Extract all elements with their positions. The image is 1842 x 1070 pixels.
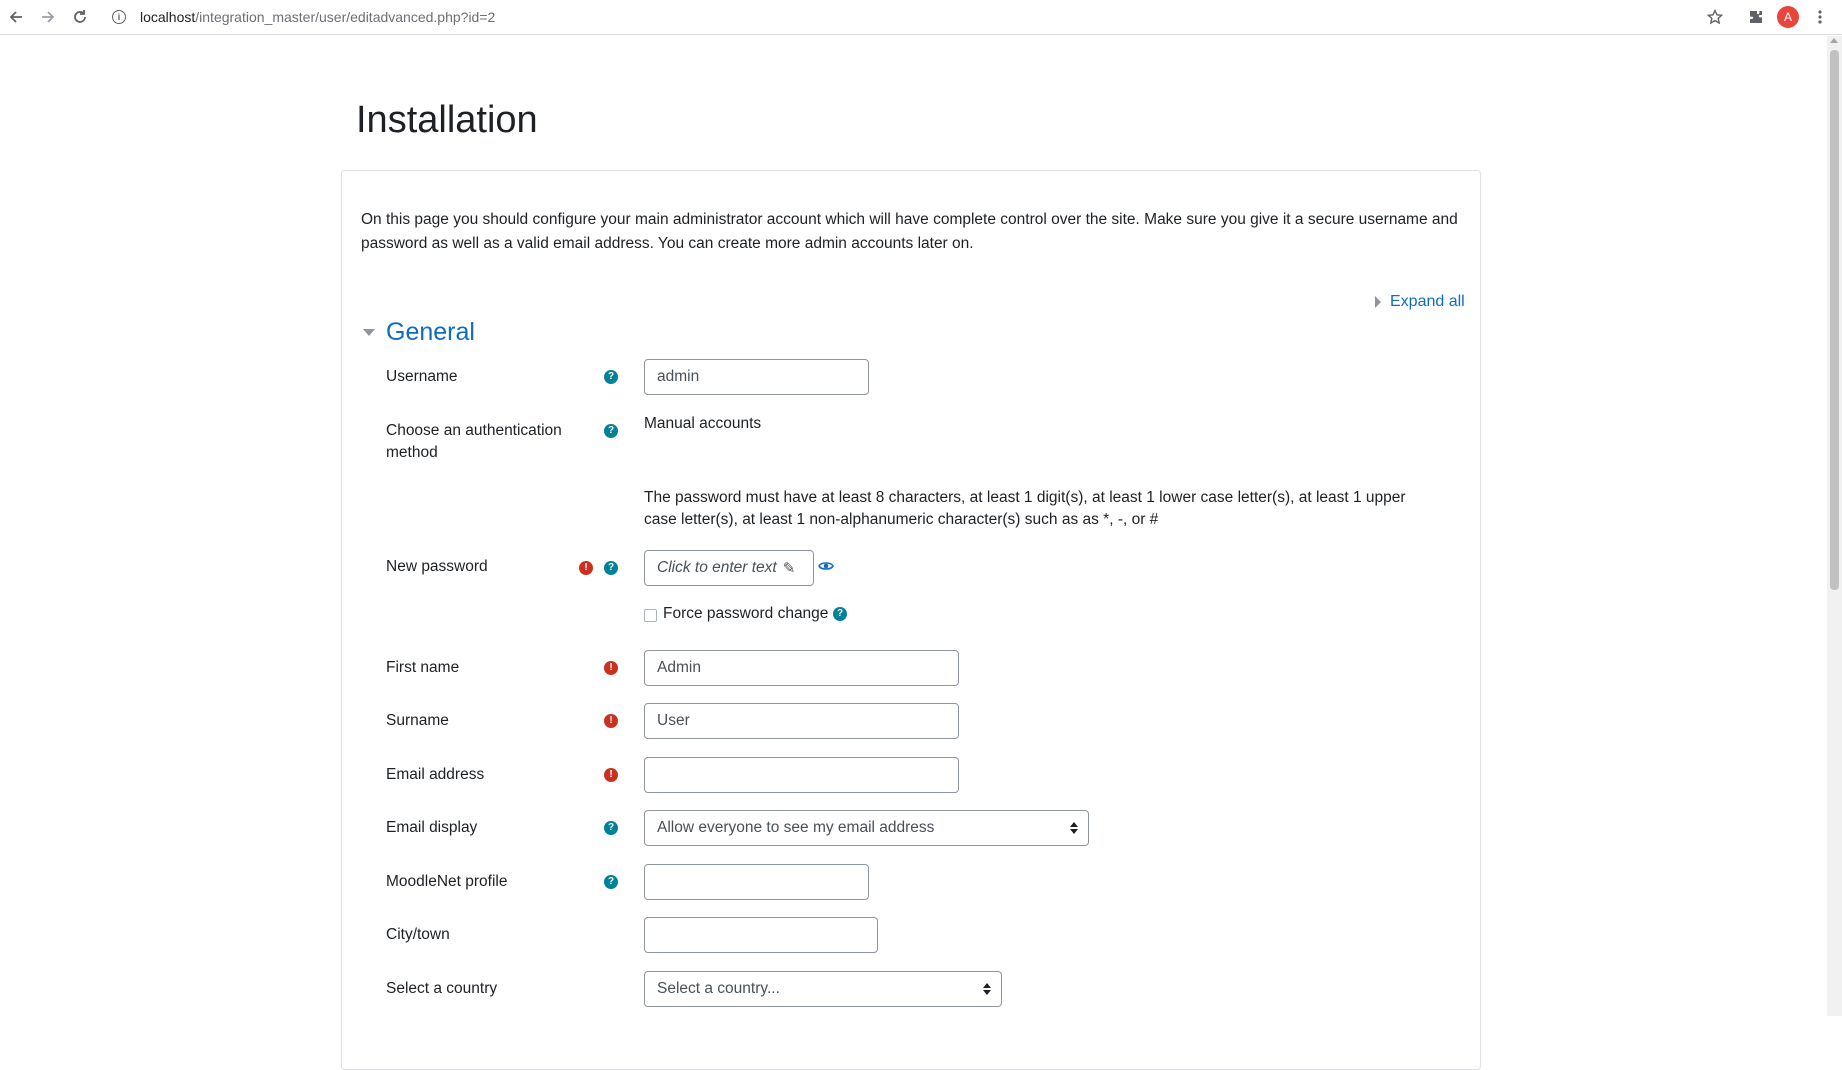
auth-method-label: Choose an authentication method (386, 422, 562, 461)
url-text: localhost/integration_master/user/editadvanced.php?id=2 (140, 9, 496, 25)
reload-icon[interactable] (68, 5, 92, 29)
page-title: Installation (356, 99, 538, 141)
help-icon[interactable]: ? (604, 370, 618, 384)
surname-input[interactable] (644, 703, 959, 739)
surname-label: Surname (386, 712, 449, 729)
expand-all-link[interactable]: Expand all (1375, 293, 1465, 311)
general-section-title: General (386, 318, 475, 346)
city-input[interactable] (644, 917, 878, 953)
username-input[interactable] (644, 359, 869, 395)
caret-down-icon (363, 329, 375, 336)
email-input[interactable] (644, 757, 959, 793)
select-arrows-icon (983, 983, 991, 995)
forward-arrow-icon[interactable] (36, 5, 60, 29)
email-display-label: Email display (386, 819, 478, 836)
required-icon: ! (579, 561, 593, 575)
bookmark-star-icon[interactable] (1703, 5, 1727, 29)
force-password-change-label: Force password change (663, 605, 829, 622)
city-label: City/town (386, 926, 450, 943)
address-bar[interactable] (104, 3, 1714, 31)
intro-text: On this page you should configure your main administrator account which will have complete control over the site. Make sure you give it a secure username and password as well as a valid email address. You can create more admin accounts later on. (361, 211, 1458, 252)
moodlenet-profile-input[interactable] (644, 864, 869, 900)
browser-menu-icon[interactable] (1808, 5, 1832, 29)
back-arrow-icon[interactable] (4, 5, 28, 29)
help-icon[interactable]: ? (604, 821, 618, 835)
pencil-icon: ✎ (782, 560, 796, 577)
form-card (341, 170, 1481, 1070)
country-select[interactable]: Select a country... (644, 971, 1002, 1007)
caret-right-icon (1375, 296, 1381, 308)
scroll-up-arrow-icon[interactable] (1830, 38, 1838, 43)
reveal-password-eye-icon[interactable] (818, 560, 834, 572)
extensions-puzzle-icon[interactable] (1744, 5, 1768, 29)
browser-toolbar (0, 0, 1842, 35)
profile-avatar[interactable]: A (1777, 6, 1799, 28)
required-icon: ! (604, 768, 618, 782)
moodlenet-profile-label: MoodleNet profile (386, 873, 508, 890)
username-label: Username (386, 368, 458, 385)
help-icon[interactable]: ? (604, 875, 618, 889)
help-icon[interactable]: ? (604, 561, 618, 575)
help-icon[interactable]: ? (604, 424, 618, 438)
first-name-input[interactable] (644, 650, 959, 686)
new-password-field[interactable]: Click to enter text ✎ (644, 550, 814, 586)
country-label: Select a country (386, 980, 498, 997)
force-password-change-checkbox[interactable] (644, 609, 657, 622)
required-icon: ! (604, 714, 618, 728)
scrollbar-thumb[interactable] (1830, 50, 1839, 590)
select-arrows-icon (1070, 822, 1078, 834)
help-icon[interactable]: ? (833, 607, 847, 621)
general-section-toggle[interactable] (363, 318, 475, 347)
required-icon: ! (604, 661, 618, 675)
first-name-label: First name (386, 659, 460, 676)
auth-method-value: Manual accounts (644, 415, 762, 432)
password-rules-text: The password must have at least 8 characters, at least 1 digit(s), at least 1 lower case letter(s), at least 1 upper case letter(s), at least 1 non-alphanumeric character(s) such as as *, -, or # (644, 489, 1406, 528)
email-label: Email address (386, 766, 485, 783)
new-password-label: New password (386, 558, 488, 575)
email-display-select[interactable]: Allow everyone to see my email address (644, 810, 1089, 846)
site-info-icon[interactable]: i (112, 10, 126, 24)
